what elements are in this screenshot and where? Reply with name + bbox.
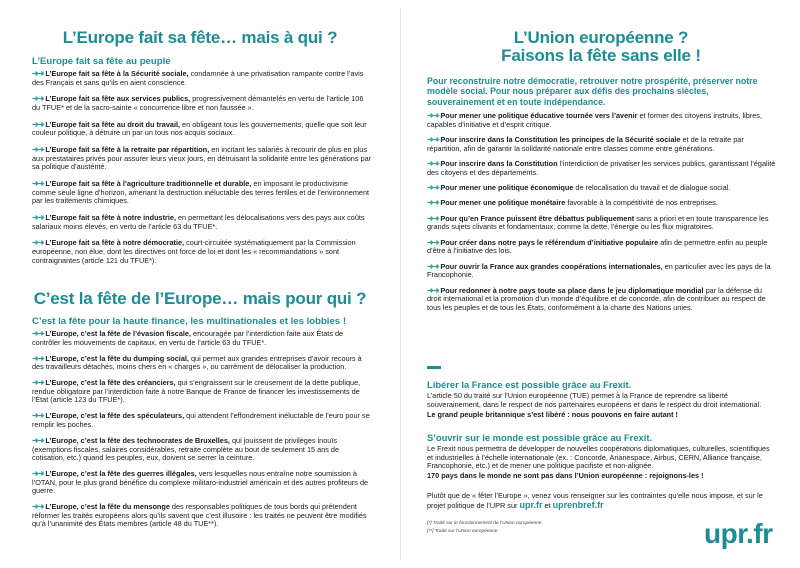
world-heading: S’ouvrir sur le monde est possible grâce au Frexit.	[427, 432, 653, 443]
item-lead: L’Europe fait sa fête à la Sécurité sociale,	[45, 69, 189, 78]
item-lead: L’Europe fait sa fête à la retraite par répartition,	[45, 145, 210, 155]
item-text: par la défense du droit international et la promotion d’un monde d’équilibre et de concorde, afin de contribuer au respect de tous les peuples et de tous les États, conformément à la charte des Nations unies.	[427, 285, 766, 312]
left-title-2: C’est la fête de l’Europe… mais pour qui ?	[33, 289, 367, 308]
list-item	[427, 199, 777, 208]
left-title: L’Europe fait sa fête… mais à qui ?	[62, 28, 338, 47]
list-item	[427, 263, 777, 280]
list-item	[32, 95, 372, 112]
right-intro: Pour reconstruire notre démocratie, retrouver notre prospérité, préserver notre modèle social. Pour nous préparer aux défis des prochains siècles, souverainement et en toute indépendance.	[427, 76, 758, 107]
list-item	[32, 470, 372, 496]
list-item	[32, 146, 372, 172]
double-arrow-icon: ➜➜	[32, 179, 44, 189]
item-text: qui jouissent de privilèges inouïs (exemptions fiscales, salaires considérables, retraite complète au bout de seulement 15 ans de cotisation, etc.) quand les peuples, eux, doivent se serrer la ceinture.	[32, 435, 340, 463]
item-text: progressivement démantelés en vertu de l’article 106 du TFUE* et de la sacro-sainte « concurrence libre et non faussée ».	[32, 94, 364, 112]
item-text: en imposant le productivisme comme seule ligne d’horizon, amenant la destruction inéluctable des terres fertiles et de l’environnement par les traitements chimiques.	[32, 179, 370, 206]
frexit-text: L’article 50 du traité sur l’Union européenne (TUE) permet à la France de reprendre sa liberté souverainement, dans le respect de nos partenaires européens et dans le respect du droit international.	[427, 391, 762, 409]
list-item	[32, 121, 372, 138]
item-text: condamnée à une privatisation rampante contre l’avis des Français et sans qu’ils en aient conscience.	[32, 69, 364, 87]
double-arrow-icon: ➜➜	[32, 469, 44, 479]
item-text: en permettant les délocalisations vers des pays aux coûts salariaux moins élevés, en vertu de l’article 63 du TFUE*.	[32, 213, 365, 231]
double-arrow-icon: ➜➜	[32, 119, 44, 129]
item-lead: L’Europe fait sa fête à l’agriculture traditionnelle et durable,	[45, 179, 252, 189]
double-arrow-icon: ➜➜	[427, 261, 439, 271]
list-item	[32, 70, 372, 87]
double-arrow-icon: ➜➜	[427, 213, 439, 223]
item-text: court-circuitée systématiquement par la Commission européenne, non élue, dont les directives ont force de loi et dont les « recommandations » sont contraignantes (article 121 du TFUE*).	[32, 238, 356, 265]
list-item	[427, 136, 777, 153]
list-item	[427, 160, 777, 177]
world-text: Le Frexit nous permettra de développer de nouvelles coopérations diplomatiques, culturelles, scientifiques et industrielles à l’échelle internationale (ex. : Concorde, Arianespace, Airbus, CERN, Alliance française, Francophonie, etc.) et de mener une politique pacifiste et non-alignée.	[427, 444, 770, 471]
item-text: afin de permettre enfin au peuple d’être à l’initiative des lois.	[427, 237, 768, 256]
section2-heading: C’est la fête pour la haute finance, les multinationales et les lobbies !	[32, 316, 347, 327]
item-text: et de la retraite par répartition, afin de garantir la solidarité nationale entre classes comme entre générations.	[427, 134, 744, 153]
item-text: qui s’engraissent sur le creusement de la dette publique, rendue obligatoire par l’interdiction faite à notre Banque de France de financer les investissements de l’État (article 123 du TFUE*).	[32, 378, 361, 405]
item-lead: L’Europe, c’est la fête des technocrates de Bruxelles,	[45, 435, 230, 445]
column-divider	[400, 8, 401, 560]
item-text: sans a priori et en toute transparence les grands sujets clivants et fondamentaux, comme la dette, l’énergie ou les flux migratoires.	[427, 213, 769, 232]
list-item	[32, 412, 372, 429]
section1-list	[32, 70, 372, 273]
item-text: vers lesquelles nous entraîne notre soumission à l’OTAN, pour le plus grand bénéfice du complexe militaro-industriel américain et des autres profiteurs de guerre.	[32, 469, 369, 496]
double-arrow-icon: ➜➜	[427, 198, 439, 208]
double-arrow-icon: ➜➜	[32, 329, 44, 338]
list-item	[32, 379, 372, 405]
list-item	[427, 239, 777, 256]
closing-sentence: Plutôt que de « fêter l’Europe », venez vous renseigner sur les contraintes qu’elle nous impose, et sur le projet politique de l’UPR sur	[427, 491, 763, 510]
double-arrow-icon: ➜➜	[32, 69, 44, 78]
double-arrow-icon: ➜➜	[32, 378, 44, 388]
item-text: et former des citoyens instruits, libres, capables d’initiative et d’esprit critique.	[427, 111, 762, 129]
double-arrow-icon: ➜➜	[427, 158, 439, 168]
item-lead: Pour qu’en France puissent être débattus publiquement	[440, 213, 635, 223]
double-arrow-icon: ➜➜	[32, 145, 44, 155]
closing-text	[427, 492, 777, 510]
double-arrow-icon: ➜➜	[32, 238, 44, 248]
section2-list	[32, 330, 372, 536]
world-bold: 170 pays dans le monde ne sont pas dans l’Union européenne : rejoignons-les !	[427, 471, 704, 480]
list-item	[32, 437, 372, 463]
upr-logo: upr.fr	[704, 518, 773, 549]
right-title-line1: L’Union européenne ?	[513, 28, 689, 47]
frexit-heading: Libérer la France est possible grâce au Frexit.	[427, 379, 632, 390]
right-list	[427, 112, 777, 319]
item-lead: Pour mener une politique monétaire	[440, 198, 566, 208]
list-item	[32, 214, 372, 231]
item-text: qui permet aux grandes entreprises d’avoir recours à des travailleurs détachés, moins chers en « charges », ou carrément de délocaliser la production.	[32, 353, 362, 372]
item-text: encouragée par l’interdiction faite aux États de contrôler les mouvements de capitaux, en vertu de l’article 63 du TFUE*.	[32, 329, 344, 347]
link-upr[interactable]: upr.fr	[519, 499, 543, 510]
double-arrow-icon: ➜➜	[427, 285, 439, 295]
item-text: en particulier avec les pays de la Francophonie.	[427, 261, 771, 280]
item-lead: L’Europe, c’est la fête des spéculateurs,	[45, 411, 185, 421]
item-text: qui attendent l’effondrement inéluctable de l’euro pour se remplir les poches.	[32, 411, 370, 429]
list-item	[427, 215, 777, 232]
footnote-2: [**] Traité sur l’Union européenne	[427, 529, 498, 534]
item-lead: L’Europe fait sa fête à notre industrie,	[45, 213, 176, 223]
item-lead: L’Europe fait sa fête à notre démocratie,	[45, 238, 185, 248]
item-lead: Pour inscrire dans la Constitution	[440, 158, 558, 168]
item-lead: L’Europe, c’est la fête des guerres illégales,	[45, 469, 197, 479]
list-item	[32, 355, 372, 372]
double-arrow-icon: ➜➜	[32, 502, 44, 512]
item-lead: Pour mener une politique éducative tournée vers l’avenir	[440, 111, 638, 120]
double-arrow-icon: ➜➜	[32, 435, 44, 445]
link-uprenbref[interactable]: uprenbref.fr	[552, 499, 604, 510]
item-lead: Pour inscrire dans la Constitution les principes de la Sécurité sociale	[440, 134, 681, 144]
list-item	[32, 503, 372, 529]
closing-and: et	[542, 500, 553, 510]
frexit-bold: Le grand peuple britannique s’est libéré : nous pouvons en faire autant !	[427, 410, 678, 419]
item-text: de relocalisation du travail et de dialogue social.	[573, 182, 731, 192]
list-item	[32, 239, 372, 265]
section1-heading: L’Europe fait sa fête au peuple	[32, 56, 171, 67]
item-lead: L’Europe, c’est la fête du mensonge	[45, 502, 170, 512]
item-lead: Pour créer dans notre pays le référendum d’initiative populaire	[440, 237, 659, 247]
item-text: l’interdiction de privatiser les services publics, garantissant l’égalité des citoyens et des départements.	[427, 158, 776, 177]
item-lead: L’Europe fait sa fête aux services publics,	[45, 94, 191, 104]
item-text: en incitant les salariés à recourir de plus en plus aux prestataires privés pour assurer leurs vieux jours, en détruisant la solidarité entre les générations par sa politique d’austérité.	[32, 145, 372, 172]
item-lead: L’Europe, c’est la fête de l’évasion fiscale,	[45, 329, 191, 338]
double-arrow-icon: ➜➜	[427, 237, 439, 247]
list-item	[427, 184, 777, 193]
double-arrow-icon: ➜➜	[32, 213, 44, 223]
item-lead: Pour redonner à notre pays toute sa place dans le jeu diplomatique mondial	[440, 285, 704, 295]
separator-dash	[427, 366, 441, 369]
item-lead: Pour ouvrir la France aux grandes coopérations internationales,	[440, 261, 663, 271]
item-text: favorable à la compétitivité de nos entreprises.	[565, 198, 718, 208]
item-text: des responsables politiques de tous bords qui prétendent réformer les traités européens alors qu’ils savent que c’est illusoire : les traités ne peuvent être modifiés qu’à l’unanimité des États membres (article 48 du TUE**).	[32, 502, 367, 529]
double-arrow-icon: ➜➜	[32, 411, 44, 421]
item-lead: L’Europe, c’est la fête du dumping social,	[45, 353, 189, 363]
right-title-line2: Faisons la fête sans elle !	[501, 46, 701, 65]
list-item	[427, 112, 777, 129]
list-item	[32, 180, 372, 206]
item-lead: L’Europe fait sa fête au droit du travail,	[45, 119, 181, 129]
list-item	[427, 287, 777, 313]
double-arrow-icon: ➜➜	[32, 94, 44, 104]
item-text: en obligeant tous les gouvernements, quelle que soit leur couleur politique, à détruire un par un tous nos acquis sociaux.	[32, 119, 367, 138]
double-arrow-icon: ➜➜	[32, 353, 44, 363]
double-arrow-icon: ➜➜	[427, 111, 439, 120]
list-item	[32, 330, 372, 347]
double-arrow-icon: ➜➜	[427, 134, 439, 144]
double-arrow-icon: ➜➜	[427, 182, 439, 192]
item-lead: L’Europe, c’est la fête des créanciers,	[45, 378, 176, 388]
item-lead: Pour mener une politique économique	[440, 182, 574, 192]
footnote-1: [*] Traité sur le fonctionnement de l’Union européenne	[427, 521, 542, 526]
